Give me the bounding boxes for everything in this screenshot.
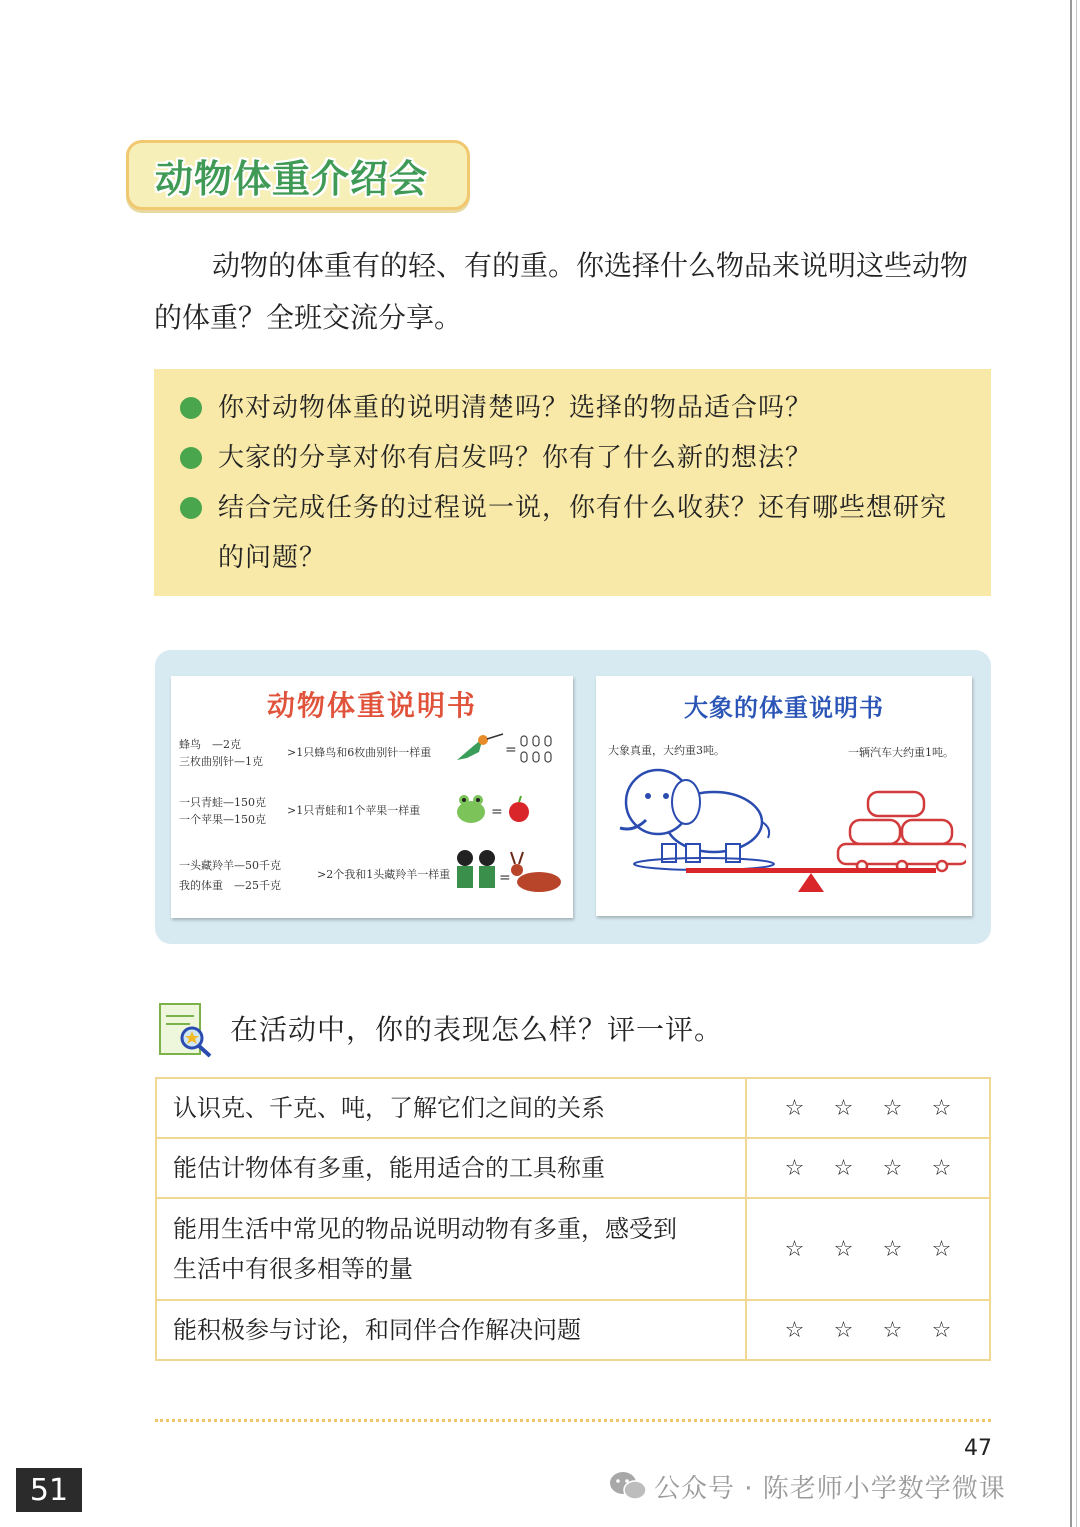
evaluation-item: 能估计物体有多重，能用适合的工具称重 (156, 1138, 746, 1198)
reflection-item (180, 483, 971, 583)
reflection-text: 你对动物体重的说明清楚吗？选择的物品适合吗？ (218, 393, 813, 423)
elephant-icon (620, 770, 774, 870)
star-icon[interactable]: ☆ (931, 1236, 952, 1262)
evaluation-scroll-icon (154, 996, 218, 1060)
star-icon[interactable]: ☆ (882, 1317, 903, 1343)
star-icon[interactable]: ☆ (882, 1095, 903, 1121)
evaluation-table (155, 1077, 991, 1361)
example-result-frog: >1只青蛙和1个苹果一样重 (287, 804, 421, 817)
page-edge-inner (1076, 0, 1077, 1527)
cars-icon (838, 792, 966, 871)
evaluation-prompt: 在活动中，你的表现怎么样？评一评。 (230, 1013, 724, 1046)
elephant-weight-card (596, 676, 972, 916)
examples-panel (155, 650, 991, 944)
star-rating[interactable] (746, 1078, 990, 1138)
watermark (608, 1466, 1006, 1506)
star-icon[interactable]: ☆ (833, 1155, 854, 1181)
reflection-text: 结合完成任务的过程说一说，你有什么收获？还有哪些想研究的问题？ (218, 493, 948, 573)
star-icon[interactable]: ☆ (784, 1236, 805, 1262)
star-icon[interactable]: ☆ (931, 1317, 952, 1343)
star-icon[interactable]: ☆ (833, 1317, 854, 1343)
evaluation-header (154, 996, 723, 1060)
example-result-hummingbird: >1只蜂鸟和6枚曲别针一样重 (287, 746, 432, 759)
elephant-weight-card-title: 大象的体重说明书 (684, 694, 884, 722)
star-icon[interactable]: ☆ (784, 1095, 805, 1121)
intro-paragraph (154, 240, 994, 344)
star-icon[interactable]: ☆ (833, 1095, 854, 1121)
table-row (156, 1300, 990, 1360)
kids-antelope-icon (453, 848, 569, 900)
evaluation-item: 能用生活中常见的物品说明动物有多重，感受到生活中有很多相等的量 (156, 1198, 746, 1300)
section-title-badge (126, 140, 470, 210)
page-badge: 51 (16, 1468, 82, 1512)
star-icon[interactable]: ☆ (931, 1095, 952, 1121)
reflection-item (180, 383, 971, 433)
svg-text:=: = (505, 742, 517, 758)
svg-text:=: = (491, 804, 503, 820)
evaluation-item: 认识克、千克、吨，了解它们之间的关系 (156, 1078, 746, 1138)
reflection-item (180, 433, 971, 483)
star-rating[interactable] (746, 1300, 990, 1360)
intro-text: 动物的体重有的轻、有的重。你选择什么物品来说明这些动物的体重？全班交流分享。 (154, 249, 969, 334)
elephant-scale-illustration (606, 762, 966, 892)
footer-divider (155, 1419, 991, 1422)
bullet-dot-icon (180, 397, 202, 419)
animal-weight-card-title: 动物体重说明书 (266, 689, 477, 722)
star-icon[interactable]: ☆ (784, 1317, 805, 1343)
page-number: 47 (964, 1436, 992, 1461)
section-title: 动物体重介绍会 (155, 156, 429, 201)
star-icon[interactable]: ☆ (784, 1155, 805, 1181)
table-row (156, 1198, 990, 1300)
reflection-text: 大家的分享对你有启发吗？你有了什么新的想法？ (218, 443, 813, 473)
star-icon[interactable]: ☆ (882, 1236, 903, 1262)
example-row-frog: 一只青蛙—150克 一个苹果—150克 (179, 796, 266, 826)
animal-weight-card (171, 676, 573, 918)
example-row-hummingbird: 蜂鸟 —2克 三枚曲别针—1克 (179, 738, 263, 768)
evaluation-item: 能积极参与讨论，和同伴合作解决问题 (156, 1300, 746, 1360)
example-result-antelope: >2个我和1头藏羚羊一样重 (317, 868, 451, 881)
table-row (156, 1138, 990, 1198)
bullet-dot-icon (180, 447, 202, 469)
page-edge (1070, 0, 1072, 1527)
star-icon[interactable]: ☆ (931, 1155, 952, 1181)
star-rating[interactable] (746, 1138, 990, 1198)
table-row (156, 1078, 990, 1138)
elephant-note: 大象真重，大约重3吨。 (608, 744, 725, 757)
wechat-icon (608, 1469, 648, 1503)
example-row-antelope: 一头藏羚羊—50千克 我的体重 —25千克 (179, 859, 281, 892)
car-note: 一辆汽车大约重1吨。 (848, 746, 954, 759)
frog-apple-icon (453, 788, 543, 828)
svg-text:=: = (499, 870, 511, 886)
watermark-text: 公众号 · 陈老师小学数学微课 (654, 1473, 1006, 1504)
star-icon[interactable]: ☆ (882, 1155, 903, 1181)
star-icon[interactable]: ☆ (833, 1236, 854, 1262)
bullet-dot-icon (180, 497, 202, 519)
hummingbird-clips-icon (453, 730, 569, 770)
reflection-box (154, 369, 991, 596)
star-rating[interactable] (746, 1198, 990, 1300)
